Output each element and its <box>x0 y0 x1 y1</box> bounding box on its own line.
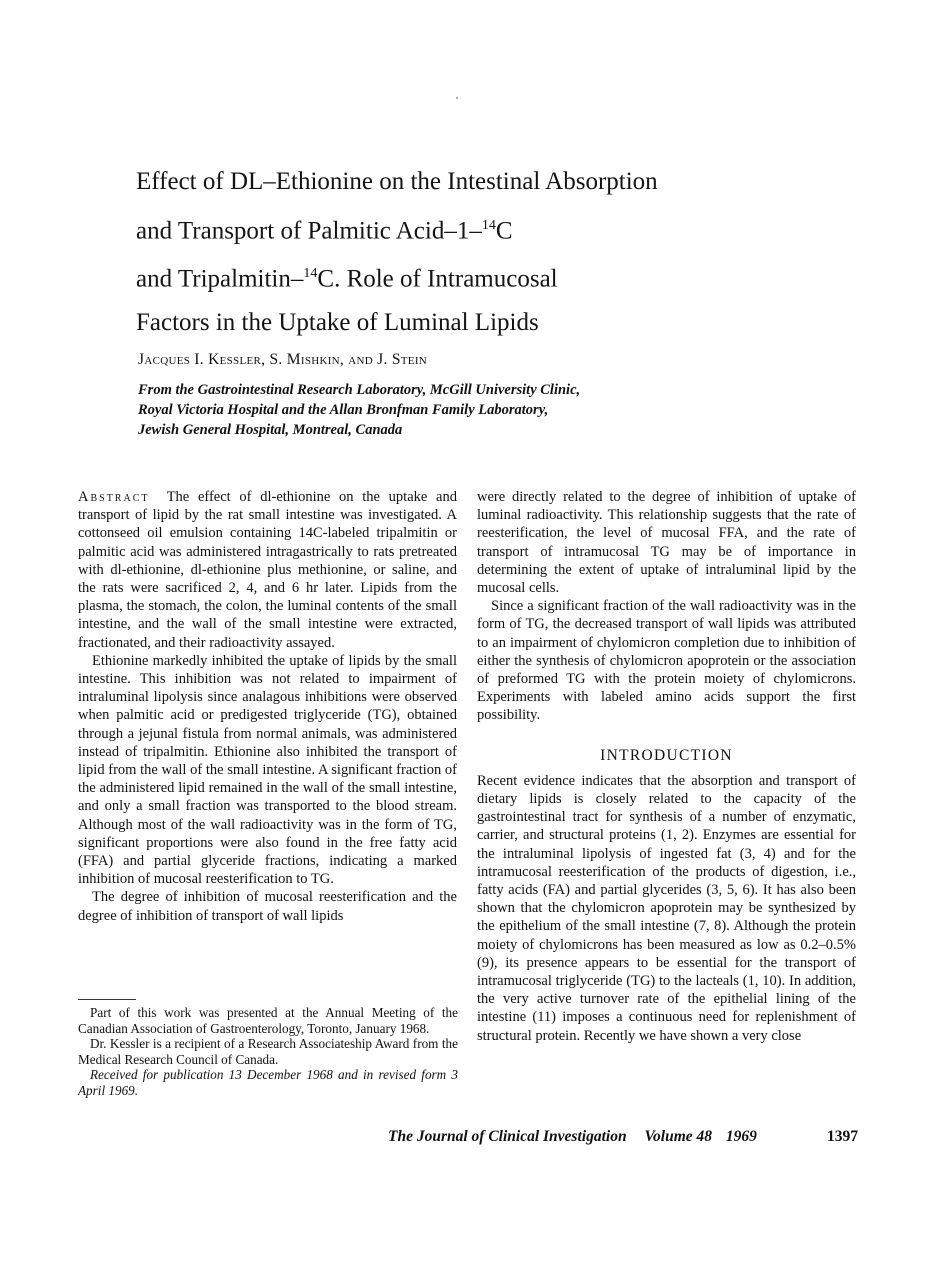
affiliation-line-3: Jewish General Hospital, Montreal, Canada <box>138 422 403 438</box>
footnotes <box>78 1005 458 1098</box>
introduction-heading: INTRODUCTION <box>600 746 733 764</box>
title-line-4: Factors in the Uptake of Luminal Lipids <box>136 309 539 337</box>
abstract-paragraph-4: Since a significant fraction of the wall radioactivity was in the form of TG, the decreased transport of wall lipids was attributed to an impairment of chylomicron completion due to inhibition of either the synthesis of chylomicron apoprotein or the association of preformed TG with the protein moiety of chylomicrons. Experiments with labeled amino acids support the first possibility. <box>477 598 856 724</box>
abstract-paragraph-2: Ethionine markedly inhibited the uptake of lipids by the small intestine. This inhibition was not related to impairment of intraluminal lipolysis since analagous inhibitions were observed when palmitic acid or predigested triglyceride (TG), obtained through a jejunal fistula from normal animals, was administered instead of tripalmitin. Ethionine also inhibited the transport of lipid from the wall of the small intestine. A significant fraction of the administered lipid remained in the wall of the small intestine, and only a small fraction was transported to the blood stream. Although most of the wall radioactivity was in the form of TG, significant proportions were also found in the free fatty acid (FFA) and partial glyceride fractions, indicating a marked inhibition of mucosal reesterification to TG. <box>78 652 457 888</box>
authors-text: Jacques I. Kessler, S. Mishkin, and J. Stein <box>138 351 428 368</box>
title-line-3: and Tripalmitin–$^{14}$C. Role of Intramucosal <box>136 265 558 293</box>
title-line-2: and Transport of Palmitic Acid–1–$^{14}$C <box>136 216 513 244</box>
affiliation-line-2: Royal Victoria Hospital and the Allan Bronfman Family Laboratory, <box>138 402 549 418</box>
abstract-label: Abstract <box>78 489 150 505</box>
introduction-paragraph: Recent evidence indicates that the absorption and transport of dietary lipids is closely related to the capacity of the gastrointestinal tract for synthesis of a number of enzymatic, carrier, and structural proteins (1, 2). Enzymes are essential for the intraluminal lipolysis of ingested fat (3, 4) and for the intramucosal reesterification of the products of digestion, i.e., fatty acids (FA) and partial glycerides (3, 5, 6). It has also been shown that the chylomicron apoprotein may be synthesized by the epithelium of the small intestine (7, 8). Although the protein moiety of chylomicrons has been measured as low as 0.2–0.5% (9), its presence appears to be essential for the transport of intramucosal triglyceride (TG) to the lacteals (1, 10). In addition, the very active turnover rate of the epithelial lining of the intestine (11) imposes a continuous need for replenishment of structural protein. Recently we have shown a very close <box>477 772 856 1044</box>
page-number: 1397 <box>827 1128 858 1145</box>
journal-year: 1969 <box>725 1128 757 1145</box>
abstract-paragraph-1-text: The effect of dl-ethionine on the uptake and transport of lipid by the rat small intestine was investigated. A cottonseed oil emulsion containing 14C-labeled tripalmitin or palmitic acid was administered intragastrically to rats pretreated with dl-ethionine, dl-ethionine plus methionine, or saline, and the rats were sacrificed 2, 4, and 6 hr later. Lipids from the plasma, the stomach, the colon, the luminal contents of the small intestine, and the wall of the small intestine were extracted, fractionated, and their radioactivity assayed. <box>78 489 457 651</box>
abstract-paragraph-3-start: The degree of inhibition of mucosal reesterification and the degree of inhibition of transport of wall lipids <box>78 889 457 924</box>
footnote-award: Dr. Kessler is a recipient of a Research Associateship Award from the Medical Research Council of Canada. <box>78 1036 458 1067</box>
affiliation-line-1: From the Gastrointestinal Research Laboratory, McGill University Clinic, <box>138 382 581 398</box>
article-title <box>136 160 756 345</box>
scan-speck <box>456 97 458 99</box>
footnote-meeting: Part of this work was presented at the Annual Meeting of the Canadian Association of Gastroenterology, Toronto, January 1968. <box>78 1005 458 1036</box>
journal-volume: Volume 48 <box>644 1128 713 1145</box>
footnote-rule <box>78 999 136 1000</box>
abstract-paragraph-3-end: were directly related to the degree of inhibition of uptake of luminal radioactivity. This relationship suggests that the rate of reesterification, the level of mucosal FFA, and the rate of transport of intramucosal TG may be of importance in determining the extent of uptake of intraluminal lipid by the mucosal cells. <box>477 489 856 597</box>
right-column <box>477 488 856 1045</box>
footnote-received: Received for publication 13 December 1968 and in revised form 3 April 1969. <box>78 1067 458 1098</box>
abstract-paragraph-1 <box>78 488 457 652</box>
affiliation <box>138 380 758 440</box>
left-column <box>78 488 457 925</box>
title-line-1: Effect of DL–Ethionine on the Intestinal Absorption <box>136 168 658 195</box>
journal-name: The Journal of Clinical Investigation <box>388 1128 627 1145</box>
page-footer <box>388 1128 858 1146</box>
author-list <box>138 350 738 370</box>
